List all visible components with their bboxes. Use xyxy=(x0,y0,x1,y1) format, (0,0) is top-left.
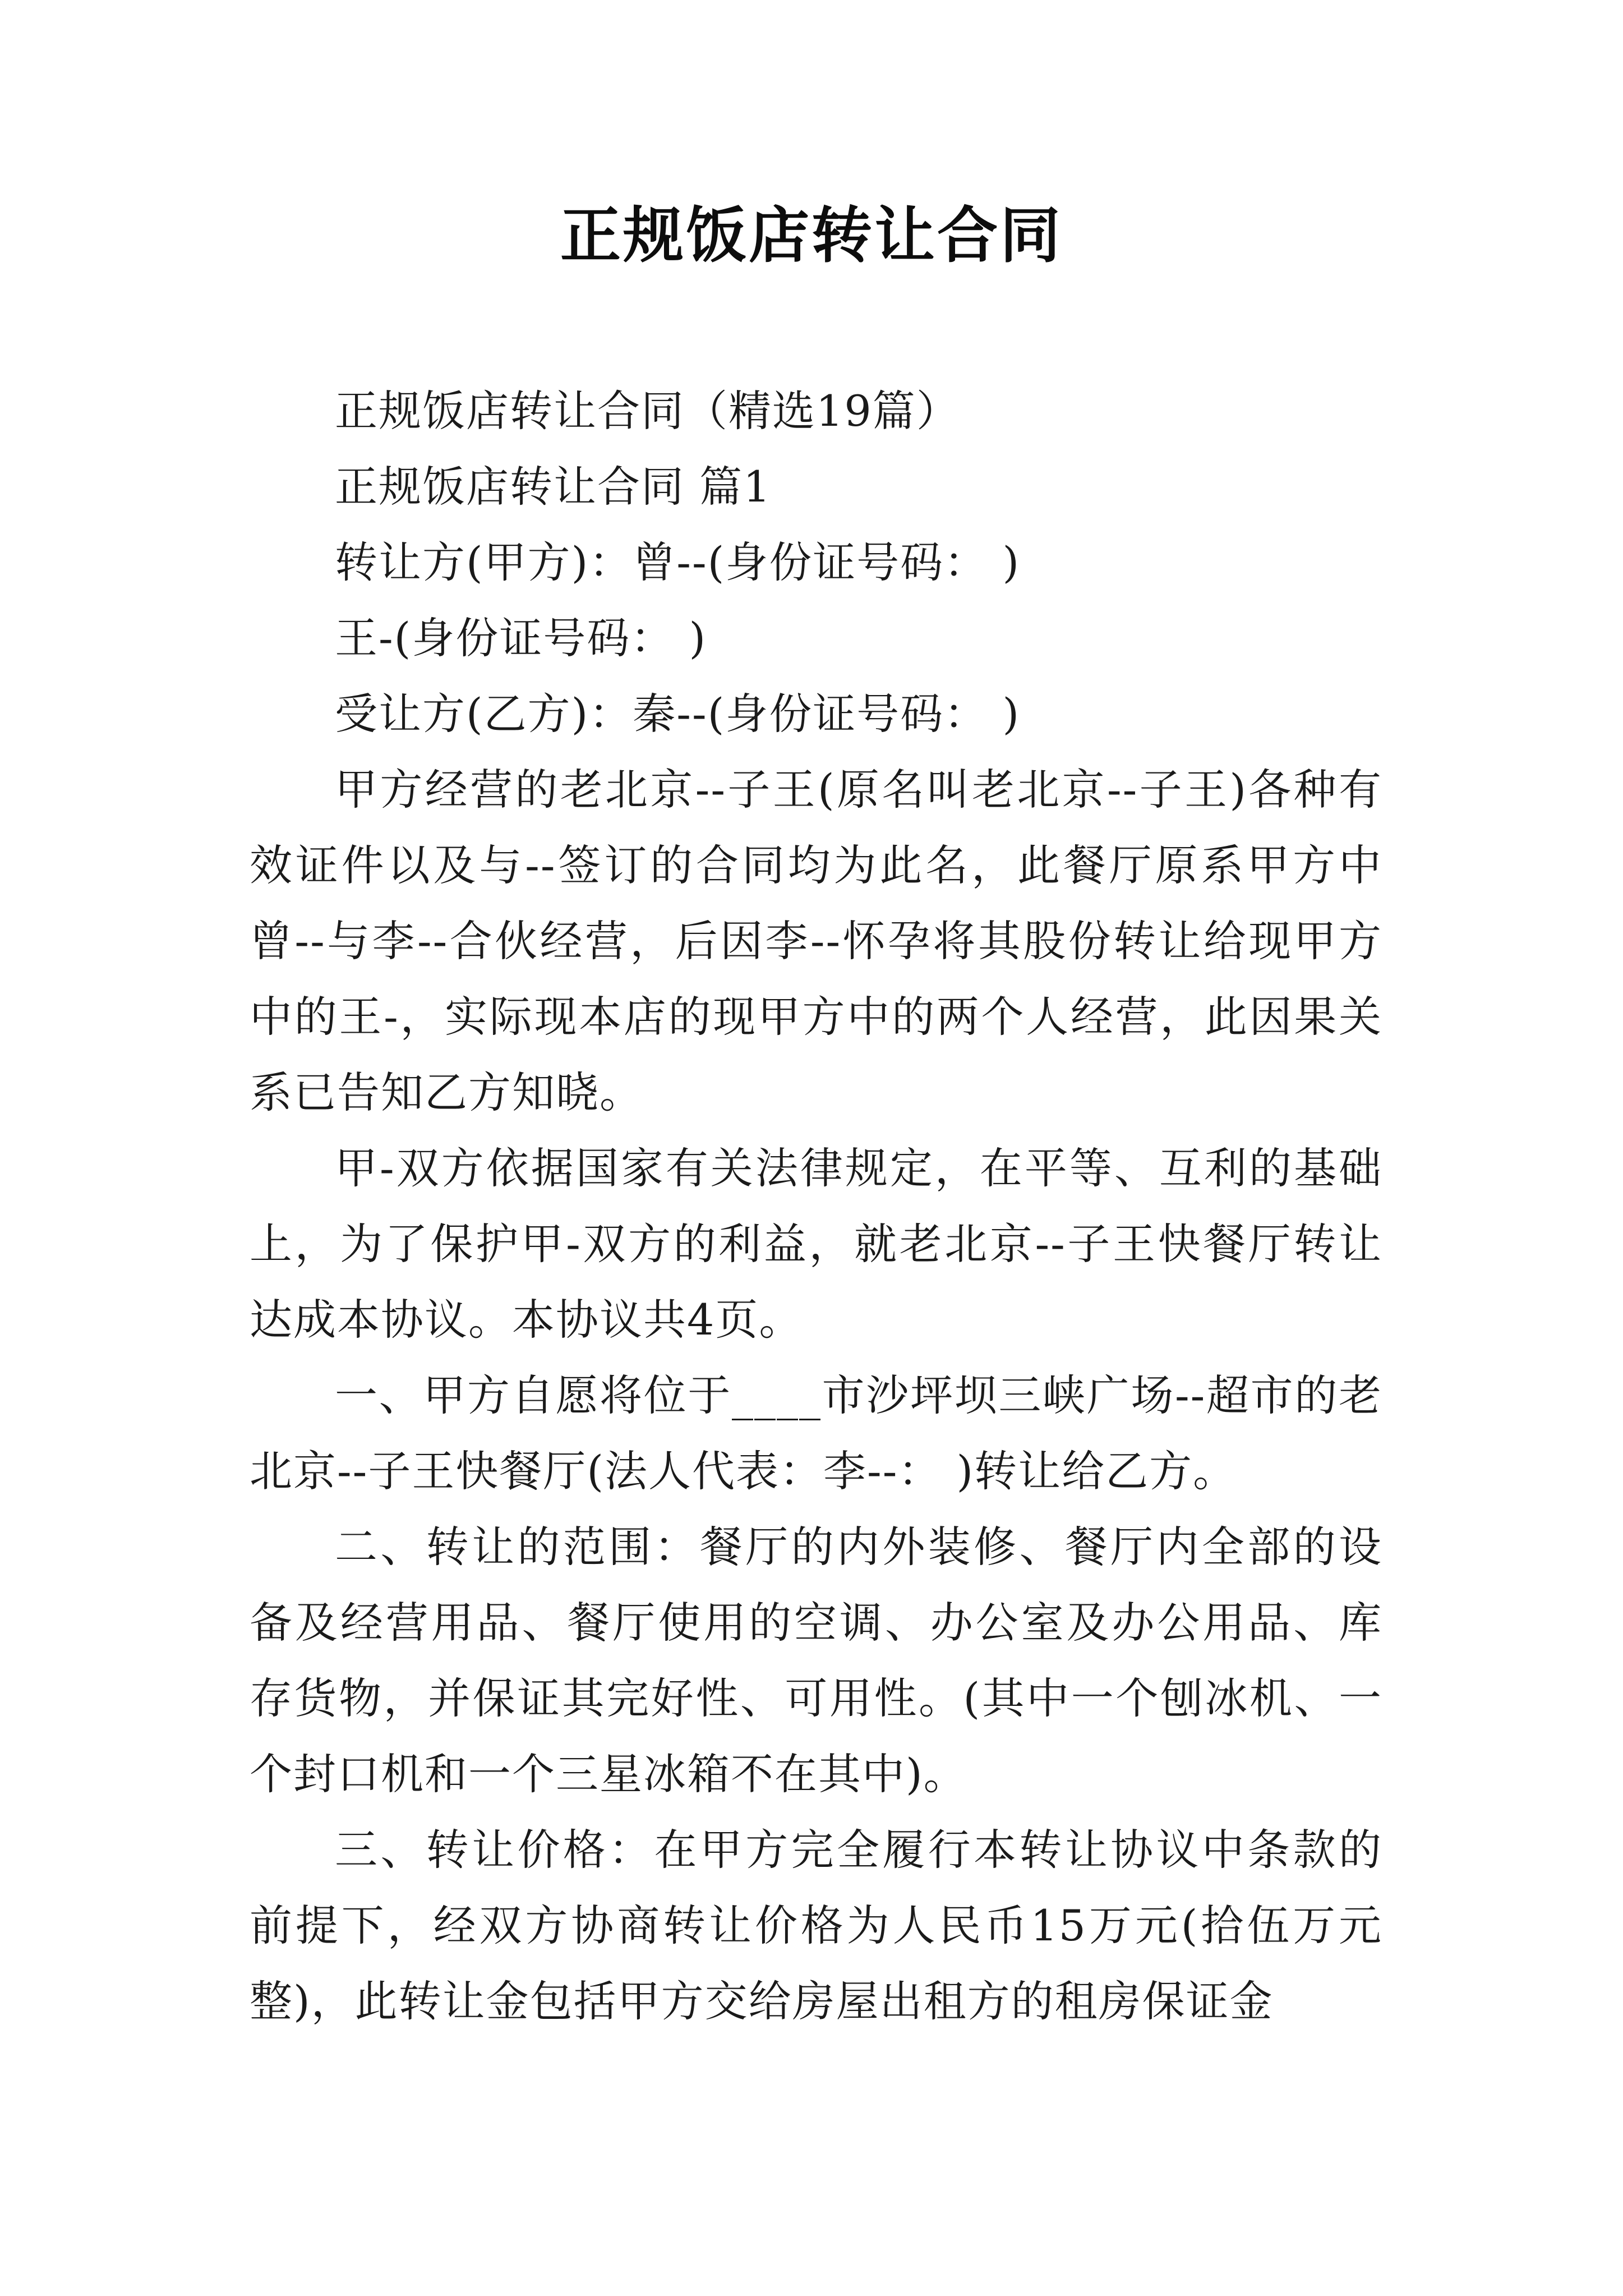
paragraph-transferor-second: 王-(身份证号码： ) xyxy=(335,613,707,663)
paragraph-clause-1: 一、甲方自愿将位于____市沙坪坝三峡广场--超市的老北京--子王快餐厅(法人代表：李--： )转让给乙方。 xyxy=(250,1370,1382,1496)
paragraph-agreement-basis: 甲-双方依据国家有关法律规定，在平等、互利的基础上，为了保护甲-双方的利益，就老北京--子王快餐厅转让达成本协议。本协议共4页。 xyxy=(250,1143,1382,1345)
paragraph-background: 甲方经营的老北京--子王(原名叫老北京--子王)各种有效证件以及与--签订的合同均为此名，此餐厅原系甲方中曾--与李--合伙经营，后因李--怀孕将其股份转让给现甲方中的王-，实际现本店的现甲方中的两个人经营，此因果关系已告知乙方知晓。 xyxy=(250,765,1382,1117)
paragraph-transferee: 受让方(乙方)：秦--(身份证号码： ) xyxy=(335,689,1021,739)
paragraph-clause-3: 三、转让价格：在甲方完全履行本转让协议中条款的前提下，经双方协商转让价格为人民币15万元(拾伍万元整)，此转让金包括甲方交给房屋出租方的租房保证金 xyxy=(250,1825,1382,2026)
paragraph-section-heading: 正规饭店转让合同 篇1 xyxy=(335,462,772,512)
document-body xyxy=(250,373,1382,2039)
paragraph-clause-2: 二、转让的范围：餐厅的内外装修、餐厅内全部的设备及经营用品、餐厅使用的空调、办公室及办公用品、库存货物，并保证其完好性、可用性。(其中一个刨冰机、一个封口机和一个三星冰箱不在其中)。 xyxy=(250,1522,1382,1799)
paragraph-subtitle: 正规饭店转让合同（精选19篇） xyxy=(335,386,960,436)
paragraph-transferor: 转让方(甲方)：曾--(身份证号码： ) xyxy=(335,537,1021,587)
document-title: 正规饭店转让合同 xyxy=(560,200,1063,271)
